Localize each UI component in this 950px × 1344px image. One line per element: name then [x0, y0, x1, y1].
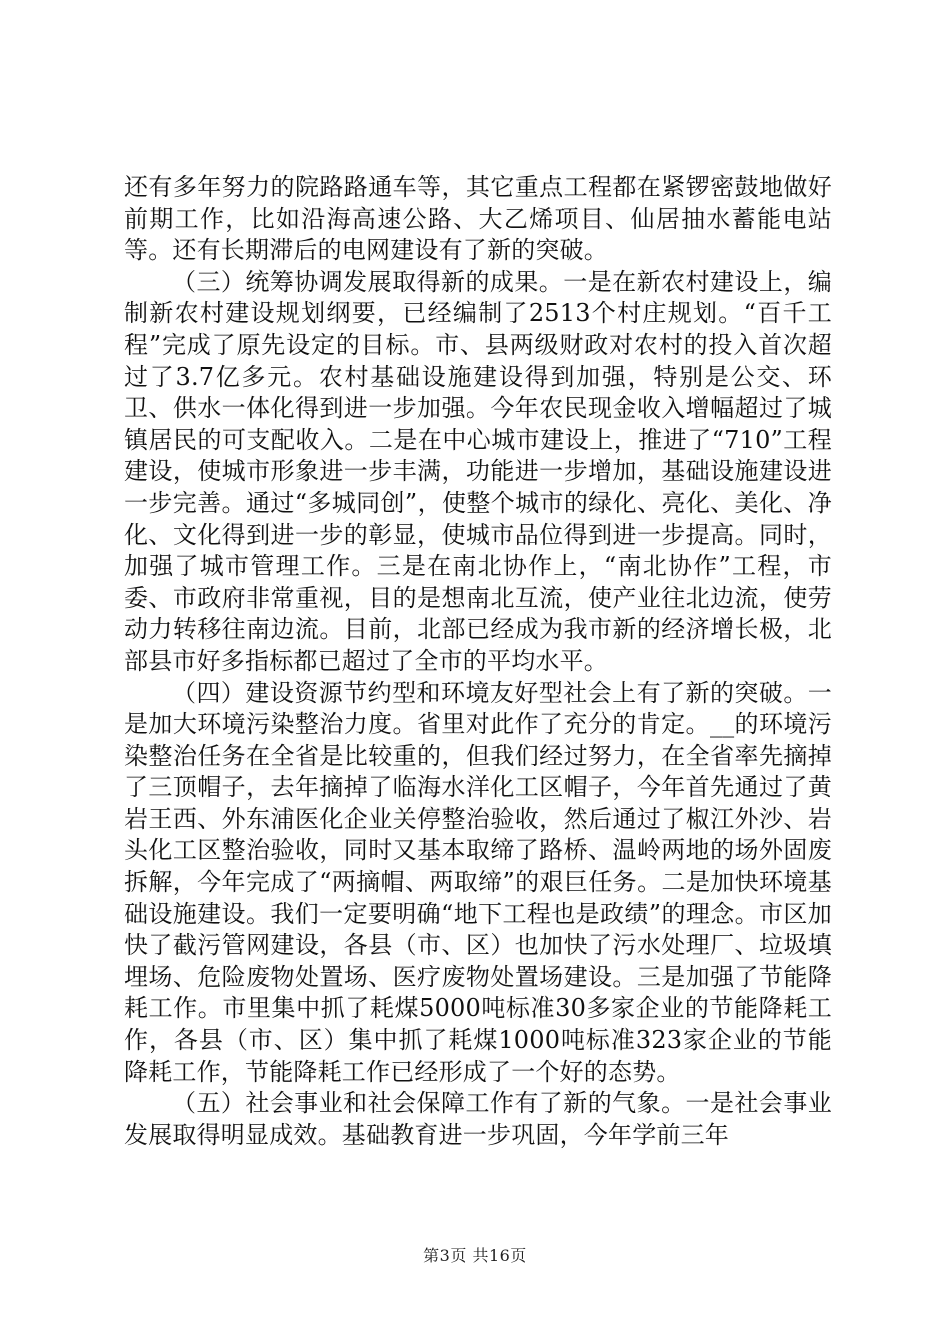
paragraph-section-5: （五）社会事业和社会保障工作有了新的气象。一是社会事业发展取得明显成效。基础教育进一步巩固，今年学前三年 [124, 1089, 832, 1149]
page-number-footer: 第3页 共16页 [423, 1246, 527, 1265]
document-body [124, 172, 832, 1151]
paragraph-section-3: （三）统筹协调发展取得新的成果。一是在新农村建设上，编制新农村建设规划纲要，已经编制了2513个村庄规划。“百千工程”完成了原先设定的目标。市、县两级财政对农村的投入首次超过了3.7亿多元。农村基础设施建设得到加强，特别是公交、环卫、供水一体化得到进一步加强。今年农民现金收入增幅超过了城镇居民的可支配收入。二是在中心城市建设上，推进了“710”工程建设，使城市形象进一步丰满，功能进一步增加，基础设施建设进一步完善。通过“多城同创”，使整个城市的绿化、亮化、美化、净化、文化得到进一步的彰显，使城市品位得到进一步提高。同时，加强了城市管理工作。三是在南北协作上，“南北协作”工程，市委、市政府非常重视，目的是想南北互流，使产业往北边流，使劳动力转移往南边流。目前，北部已经成为我市新的经济增长极，北部县市好多指标都已超过了全市的平均水平。 [124, 267, 832, 675]
paragraph-continuation: 还有多年努力的院路路通车等，其它重点工程都在紧锣密鼓地做好前期工作，比如沿海高速公路、大乙烯项目、仙居抽水蓄能电站等。还有长期滞后的电网建设有了新的突破。 [124, 173, 832, 265]
paragraph-section-4: （四）建设资源节约型和环境友好型社会上有了新的突破。一是加大环境污染整治力度。省里对此作了充分的肯定。__的环境污染整治任务在全省是比较重的，但我们经过努力，在全省率先摘掉了三顶帽子，去年摘掉了临海水洋化工区帽子，今年首先通过了黄岩王西、外东浦医化企业关停整治验收，然后通过了椒江外沙、岩头化工区整治验收，同时又基本取缔了路桥、温岭两地的场外固废拆解，今年完成了“两摘帽、两取缔”的艰巨任务。二是加快环境基础设施建设。我们一定要明确“地下工程也是政绩”的理念。市区加快了截污管网建设，各县（市、区）也加快了污水处理厂、垃圾填埋场、危险废物处置场、医疗废物处置场建设。三是加强了节能降耗工作。市里集中抓了耗煤5000吨标准30多家企业的节能降耗工作，各县（市、区）集中抓了耗煤1000吨标准323家企业的节能降耗工作，节能降耗工作已经形成了一个好的态势。 [124, 678, 832, 1086]
